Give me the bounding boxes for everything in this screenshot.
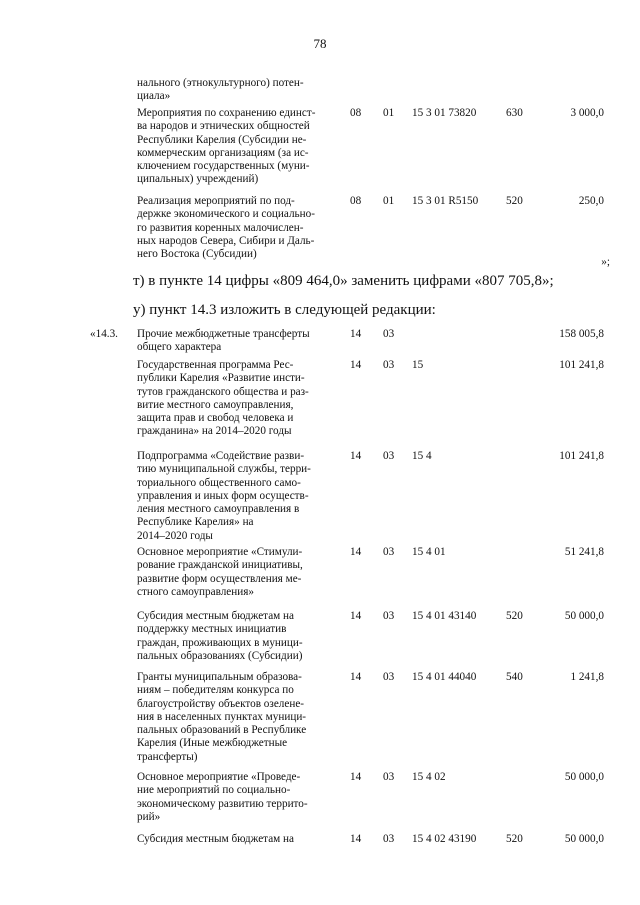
text-line: тию муниципальной службы, терри-	[137, 463, 311, 476]
row-sum: 1 241,8	[570, 671, 604, 683]
row-csr: 15 3 01 73820	[412, 107, 477, 119]
text-line: общего характера	[137, 341, 222, 354]
text-line: него Востока (Субсидии)	[137, 248, 257, 261]
row-sum: 101 241,8	[559, 359, 604, 371]
row-prz: 03	[383, 833, 395, 845]
row-name	[137, 671, 347, 764]
text-line: Субсидия местным бюджетам на	[137, 610, 294, 622]
text-line: стного самоуправления»	[137, 585, 254, 598]
row-vr: 630	[506, 107, 523, 119]
text-line: рий»	[137, 810, 161, 823]
text-line: Реализация мероприятий по под-	[137, 195, 295, 207]
row-name	[137, 771, 347, 824]
row-csr: 15 3 01 R5150	[412, 195, 479, 207]
row-prz: 03	[383, 328, 395, 340]
row-name	[137, 107, 347, 187]
row-rz: 14	[350, 610, 362, 622]
text-line: циала»	[137, 90, 171, 103]
row-sum: 50 000,0	[564, 833, 604, 845]
paragraph-t: т) в пункте 14 цифры «809 464,0» заменить цифрами «807 705,8»;	[133, 273, 554, 289]
row-prz: 01	[383, 107, 395, 119]
text-line: 2014–2020 годы	[137, 529, 213, 542]
row-prz: 03	[383, 610, 395, 622]
text-line: публики Карелия «Развитие инсти-	[137, 372, 305, 385]
row-name	[137, 450, 347, 543]
row-csr: 15	[412, 359, 424, 371]
text-line: поддержку местных инициатив	[137, 623, 287, 636]
row-rz: 08	[350, 107, 362, 119]
row-name	[137, 610, 347, 663]
text-line: управления и иных форм осуществ-	[137, 489, 309, 502]
text-line: развитие форм осуществления ме-	[137, 572, 302, 585]
row-name	[137, 195, 347, 261]
text-line: ниям – победителям конкурса по	[137, 684, 294, 697]
row-name	[137, 328, 347, 355]
text-line: ние мероприятий по социально-	[137, 784, 291, 797]
text-line: трансферты)	[137, 750, 198, 763]
row-csr: 15 4 01 43140	[412, 610, 477, 622]
row-csr: 15 4 01	[412, 546, 446, 558]
text-line: ториального общественного само-	[137, 476, 301, 489]
row-vr: 520	[506, 610, 523, 622]
text-line: гражданина» на 2014–2020 годы	[137, 425, 292, 438]
page-number: 78	[313, 36, 327, 51]
text-line: пальных образованиях (Субсидии)	[137, 649, 303, 662]
row-rz: 14	[350, 359, 362, 371]
row-prz: 03	[383, 450, 395, 462]
row-vr: 520	[506, 195, 523, 207]
text-line: Подпрограмма «Содействие разви-	[137, 450, 305, 462]
row-prz: 03	[383, 359, 395, 371]
text-line: тутов гражданского общества и раз-	[137, 385, 309, 398]
text-line: ных народов Севера, Сибири и Даль-	[137, 234, 315, 247]
text-line: Основное мероприятие «Проведе-	[137, 771, 301, 783]
row-rz: 08	[350, 195, 362, 207]
text-line: ления местного самоуправления в	[137, 503, 300, 516]
row-sum: 250,0	[578, 195, 604, 207]
row-name	[137, 546, 347, 599]
row-name	[137, 359, 347, 439]
row-sum: 158 005,8	[559, 328, 604, 340]
text-line: граждан, проживающих в муници-	[137, 636, 303, 649]
row-rz: 14	[350, 546, 362, 558]
text-line: Республики Карелия (Субсидии не-	[137, 133, 307, 146]
row-csr: 15 4	[412, 450, 432, 462]
row-rz: 14	[350, 328, 362, 340]
text-line: защита прав и свобод человека и	[137, 412, 294, 425]
text-line: ципальных) учреждений)	[137, 173, 259, 186]
row-sum: 101 241,8	[559, 450, 604, 462]
text-line: Республике Карелия» на	[137, 516, 254, 529]
row-prz: 01	[383, 195, 395, 207]
text-line: витие местного самоуправления,	[137, 398, 294, 411]
row-rz: 14	[350, 671, 362, 683]
text-line: Субсидия местным бюджетам на	[137, 833, 294, 845]
row-csr: 15 4 02 43190	[412, 833, 477, 845]
row-sum: 3 000,0	[570, 107, 604, 119]
text-line: Мероприятия по сохранению единст-	[137, 107, 316, 119]
row-sum: 50 000,0	[564, 771, 604, 783]
text-line: Основное мероприятие «Стимули-	[137, 546, 303, 558]
text-line: экономическому развитию террито-	[137, 797, 308, 810]
row-name	[137, 77, 347, 104]
paragraph-u: у) пункт 14.3 изложить в следующей редакции:	[133, 302, 436, 318]
text-line: благоустройству объектов озелене-	[137, 697, 305, 710]
row-label: «14.3.	[90, 328, 118, 340]
text-line: нального (этнокультурного) потен-	[137, 77, 304, 89]
row-prz: 03	[383, 771, 395, 783]
row-vr: 520	[506, 833, 523, 845]
text-line: Карелия (Иные межбюджетные	[137, 737, 288, 750]
text-line: рование гражданской инициативы,	[137, 559, 303, 572]
row-prz: 03	[383, 546, 395, 558]
text-line: го развития коренных малочислен-	[137, 221, 304, 234]
text-line: коммерческим организациям (за ис-	[137, 146, 309, 159]
text-line: Прочие межбюджетные трансферты	[137, 328, 310, 340]
text-line: ния в населенных пунктах муници-	[137, 710, 307, 723]
text-line: пальных образований в Республике	[137, 724, 307, 737]
row-rz: 14	[350, 450, 362, 462]
row-rz: 14	[350, 833, 362, 845]
row-csr: 15 4 01 44040	[412, 671, 477, 683]
row-prz: 03	[383, 671, 395, 683]
text-line: Гранты муниципальным образова-	[137, 671, 302, 683]
text-line: держке экономического и социально-	[137, 208, 315, 221]
text-line: ва народов и этнических общностей	[137, 120, 310, 133]
row-name	[137, 833, 347, 846]
closing-quote: »;	[601, 256, 610, 268]
row-vr: 540	[506, 671, 523, 683]
row-rz: 14	[350, 771, 362, 783]
text-line: Государственная программа Рес-	[137, 359, 294, 371]
text-line: ключением государственных (муни-	[137, 160, 310, 173]
row-sum: 51 241,8	[564, 546, 604, 558]
row-csr: 15 4 02	[412, 771, 446, 783]
row-sum: 50 000,0	[564, 610, 604, 622]
